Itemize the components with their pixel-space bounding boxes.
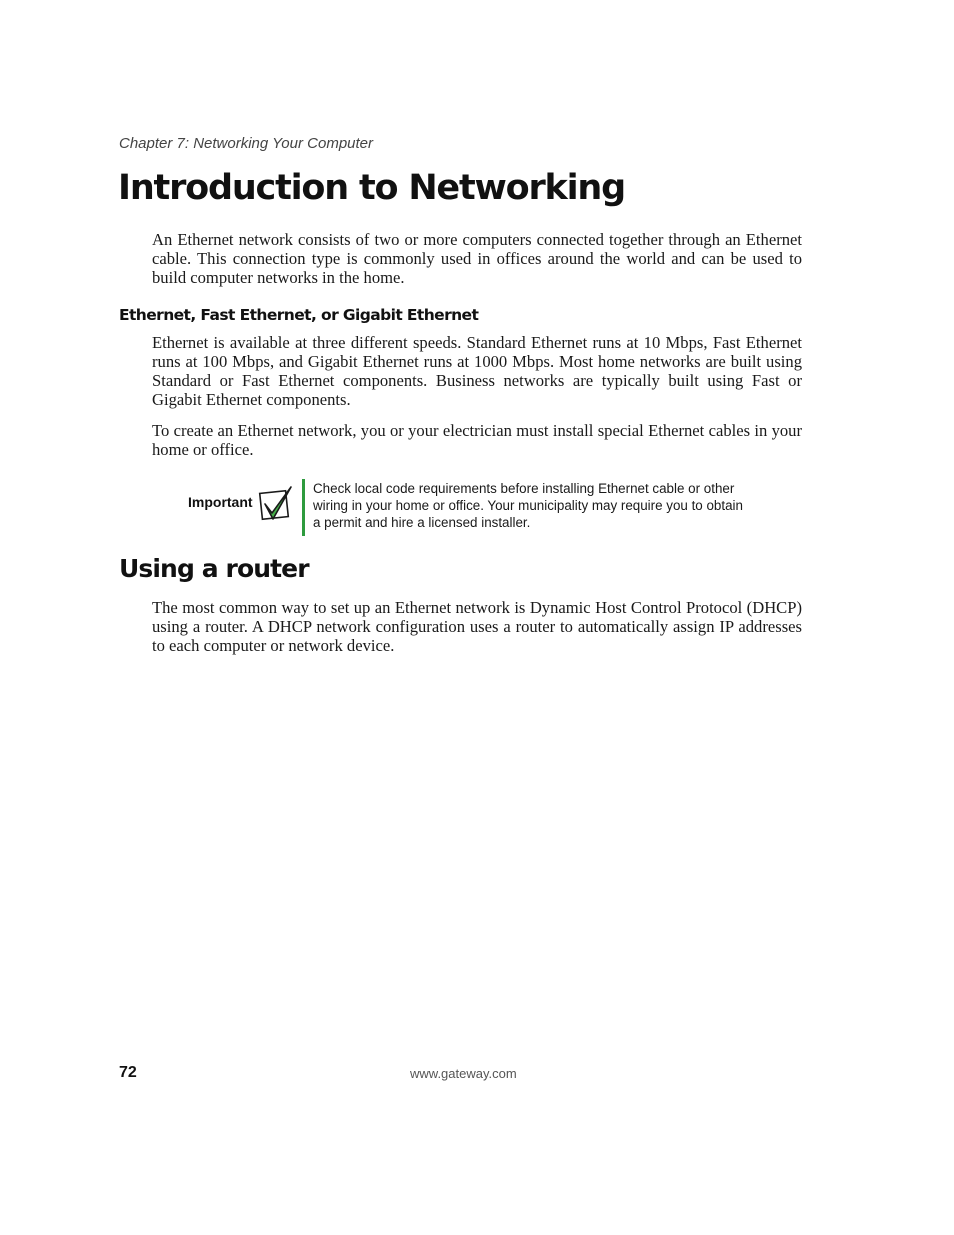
page-title: Introduction to Networking [118,168,625,208]
footer-url: www.gateway.com [410,1066,517,1081]
intro-paragraph: An Ethernet network consists of two or more computers connected together through an Ethernet cable. This connection type is commonly used in offices around the world and can be used to build computer networks in the home. [152,230,802,287]
router-paragraph: The most common way to set up an Ethernet network is Dynamic Host Control Protocol (DHCP) using a router. A DHCP network configuration uses a router to automatically assign IP addresses to each computer or network device. [152,598,802,655]
page-number: 72 [119,1064,137,1081]
ethernet-subheading: Ethernet, Fast Ethernet, or Gigabit Ethernet [119,306,479,324]
speeds-paragraph: Ethernet is available at three different speeds. Standard Ethernet runs at 10 Mbps, Fast Ethernet runs at 100 Mbps, and Gigabit Ethernet runs at 1000 Mbps. Most home networks are built using Standard or Fast Ethernet components. Business networks are typically built using Fast or Gigabit Ethernet components. [152,333,802,409]
note-divider [302,479,305,536]
checkmark-icon [258,484,296,524]
section-heading-router: Using a router [119,554,309,583]
important-note-text: Check local code requirements before installing Ethernet cable or other wiring in your home or office. Your municipality may require you to obtain a permit and hire a licensed installer. [313,481,743,530]
running-head: Chapter 7: Networking Your Computer [119,135,374,152]
important-label: Important [188,494,253,510]
create-network-paragraph: To create an Ethernet network, you or your electrician must install special Ethernet cables in your home or office. [152,421,802,459]
